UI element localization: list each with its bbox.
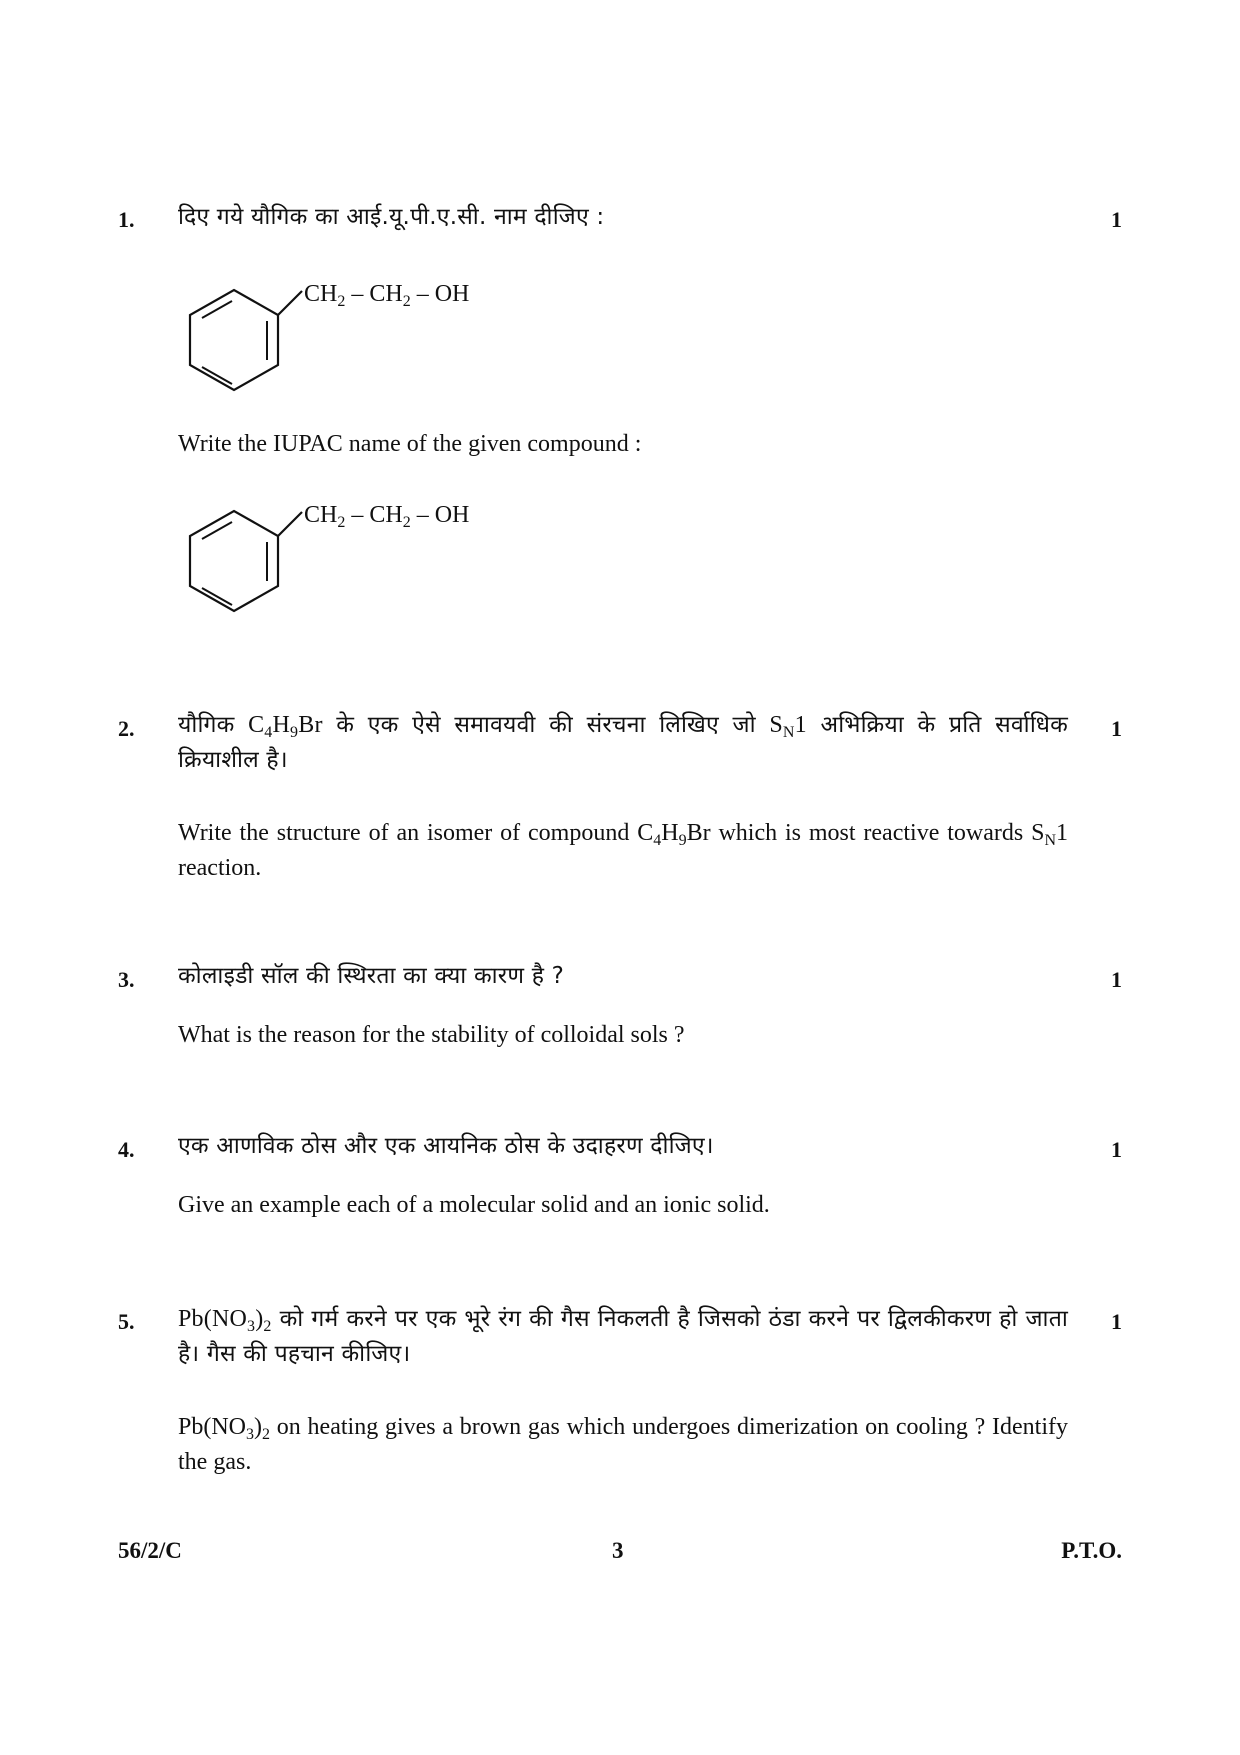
question-1-hindi: दिए गये यौगिक का आई.यू.पी.ए.सी. नाम दीजिए : bbox=[178, 204, 605, 230]
question-2-english: Write the structure of an isomer of compound $C_4H_9Br$ which is most reactive towards $S_N1$ reaction. bbox=[178, 820, 1068, 881]
question-5-hindi: $Pb(NO_3)_2$ को गर्म करने पर एक भूरे रंग की गैस निकलती है जिसको ठंडा करने पर द्विलकीकरण हो जाता है। गैस की पहचान कीजिए। bbox=[178, 1306, 1068, 1367]
question-5-marks: 1 bbox=[1111, 1309, 1122, 1334]
question-1-structure-english bbox=[170, 502, 530, 616]
question-4-english: Give an example each of a molecular solid and an ionic solid. bbox=[178, 1192, 770, 1218]
question-3-english: What is the reason for the stability of colloidal sols ? bbox=[178, 1022, 685, 1048]
benzene-ring-icon bbox=[170, 285, 310, 395]
paper-code: 56/2/C bbox=[118, 1538, 182, 1563]
question-1-english: Write the IUPAC name of the given compound : bbox=[178, 431, 642, 457]
pto-label: P.T.O. bbox=[1061, 1538, 1122, 1563]
side-chain-formula: $CH_2 - CH_2$ – OH bbox=[304, 502, 470, 531]
question-4-marks: 1 bbox=[1111, 1137, 1122, 1162]
question-3-hindi: कोलाइडी सॉल की स्थिरता का क्या कारण है ? bbox=[178, 963, 565, 989]
side-chain-formula: $CH_2 - CH_2$ – OH bbox=[304, 281, 470, 310]
question-3-marks: 1 bbox=[1111, 967, 1122, 992]
question-5-number: 5. bbox=[118, 1309, 135, 1334]
question-4-number: 4. bbox=[118, 1137, 135, 1162]
question-3-number: 3. bbox=[118, 967, 135, 992]
question-1-structure-hindi bbox=[170, 281, 530, 395]
question-5-english: $Pb(NO_3)_2$ on heating gives a brown gas which undergoes dimerization on cooling ? Identify the gas. bbox=[178, 1414, 1068, 1475]
page-number: 3 bbox=[612, 1538, 624, 1563]
question-4-hindi: एक आणविक ठोस और एक आयनिक ठोस के उदाहरण दीजिए। bbox=[178, 1133, 714, 1159]
question-1-marks: 1 bbox=[1111, 207, 1122, 232]
question-2-marks: 1 bbox=[1111, 716, 1122, 741]
question-2-hindi: यौगिक $C_4H_9Br$ के एक ऐसे समावयवी की संरचना लिखिए जो $S_N1$ अभिक्रिया के प्रति सर्वाधिक क्रियाशील है। bbox=[178, 712, 1068, 773]
benzene-ring-icon bbox=[170, 506, 310, 616]
question-1-number: 1. bbox=[118, 207, 135, 232]
question-2-number: 2. bbox=[118, 716, 135, 741]
